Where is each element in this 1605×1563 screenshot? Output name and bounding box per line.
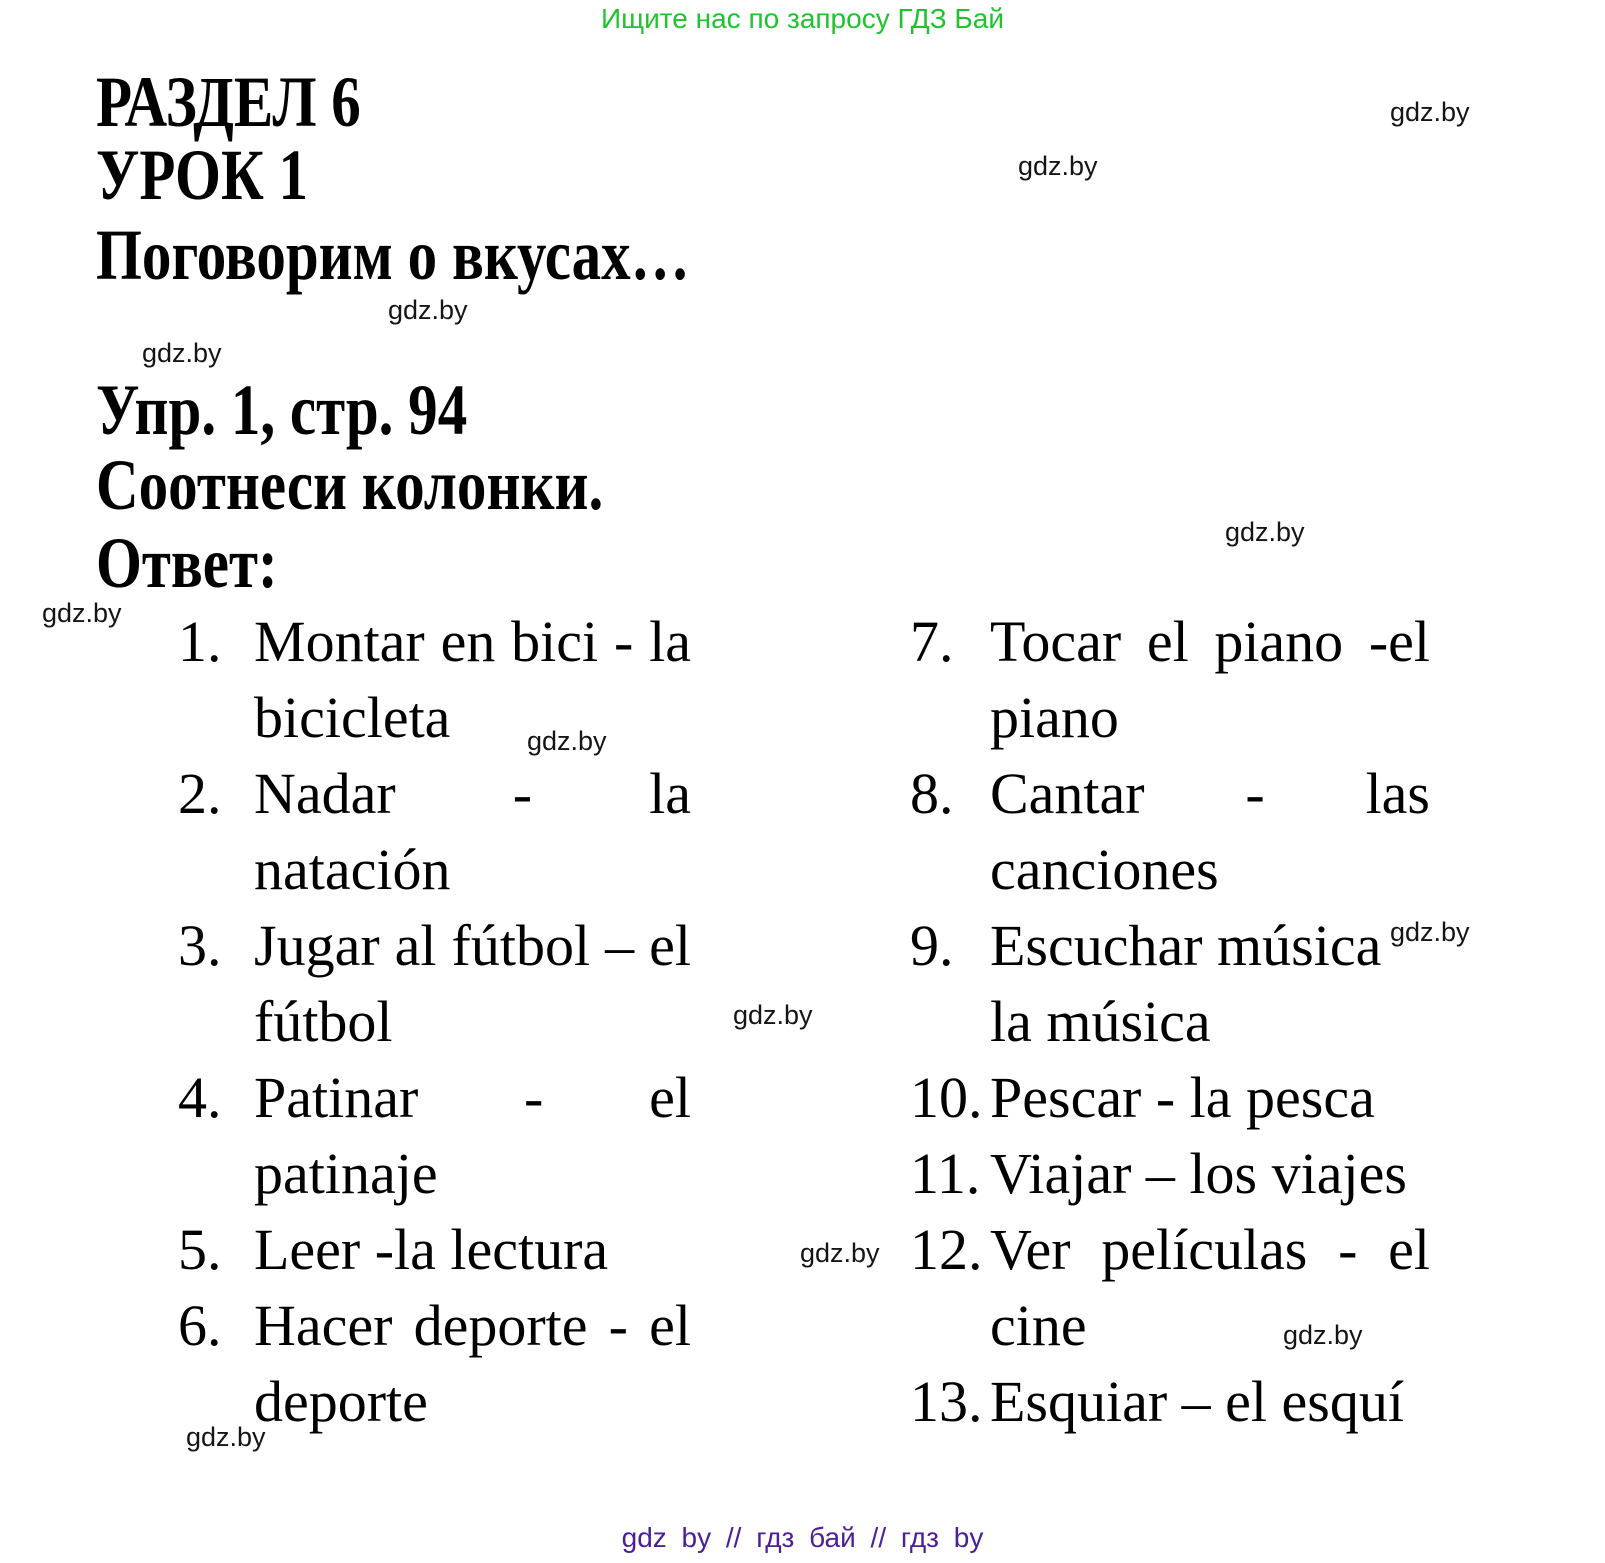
item-line: fútbol [254,989,393,1054]
list-item [178,1060,691,1212]
heading-section: РАЗДЕЛ 6 [96,62,361,142]
item-number: 7. [910,609,954,674]
footer-watermark: gdz by // гдз бай // гдз by [621,1522,984,1553]
answer-label: Ответ: [96,523,278,603]
item-number: 12. [910,1217,983,1282]
gdz-watermark: gdz.by [1390,97,1470,127]
item-line: Viajar – los viajes [990,1141,1407,1206]
item-line: Montar en bici - la [254,609,691,674]
item-number: 11. [910,1141,981,1206]
item-number: 10. [910,1065,983,1130]
list-item [178,604,691,756]
item-line: bicicleta [254,685,451,750]
item-number: 8. [910,761,954,826]
item-line: natación [254,837,451,902]
heading-topic: Поговорим о вкусах… [96,215,690,295]
list-item [910,756,1430,908]
item-line: Patinar - el [254,1065,691,1130]
item-number: 9. [910,913,954,978]
gdz-watermark: gdz.by [42,598,122,628]
gdz-watermark: gdz.by [186,1422,266,1452]
heading-exercise: Упр. 1, стр. 94 [96,370,468,450]
item-line: Pescar - la pesca [990,1065,1375,1130]
item-line: Cantar - las [990,761,1430,826]
item-line: Ver películas - el [990,1217,1430,1282]
list-item [910,1060,1430,1136]
item-number: 13. [910,1369,983,1434]
gdz-watermark: gdz.by [388,295,468,325]
gdz-watermark: gdz.by [142,338,222,368]
gdz-watermark: gdz.by [800,1238,880,1268]
list-item [910,1136,1430,1212]
item-line: Tocar el piano -el [990,609,1430,674]
answers-column-right [910,604,1430,1440]
list-item [910,1364,1430,1440]
gdz-watermark: gdz.by [1225,517,1305,547]
heading-task: Соотнеси колонки. [96,445,604,525]
gdz-watermark: gdz.by [527,726,607,756]
item-line: Jugar al fútbol – el [254,913,691,978]
item-line: deporte [254,1369,428,1434]
item-line: patinaje [254,1141,438,1206]
item-line: Leer -la lectura [254,1217,609,1282]
answers-column-left [178,604,691,1440]
heading-lesson: УРОК 1 [96,135,309,215]
list-item [178,908,691,1060]
item-line: canciones [990,837,1219,902]
gdz-watermark: gdz.by [733,1000,813,1030]
item-number: 4. [178,1065,222,1130]
item-line: Nadar - la [254,761,691,826]
gdz-watermark: gdz.by [1390,917,1470,947]
item-number: 3. [178,913,222,978]
item-line: Escuchar música [990,913,1382,978]
promo-banner: Ищите нас по запросу ГДЗ Бай [600,3,1005,34]
item-line: cine [990,1293,1087,1358]
item-number: 5. [178,1217,222,1282]
item-line: la música [990,989,1211,1054]
item-line: Esquiar – el esquí [990,1369,1404,1434]
gdz-watermark: gdz.by [1018,151,1098,181]
list-item [910,908,1430,1060]
list-item [910,604,1430,756]
item-line: piano [990,685,1119,750]
item-line: Hacer deporte - el [254,1293,691,1358]
list-item [178,1288,691,1440]
item-number: 6. [178,1293,222,1358]
list-item [178,756,691,908]
item-number: 2. [178,761,222,826]
gdz-watermark: gdz.by [1283,1320,1363,1350]
list-item [178,1212,691,1288]
item-number: 1. [178,609,222,674]
